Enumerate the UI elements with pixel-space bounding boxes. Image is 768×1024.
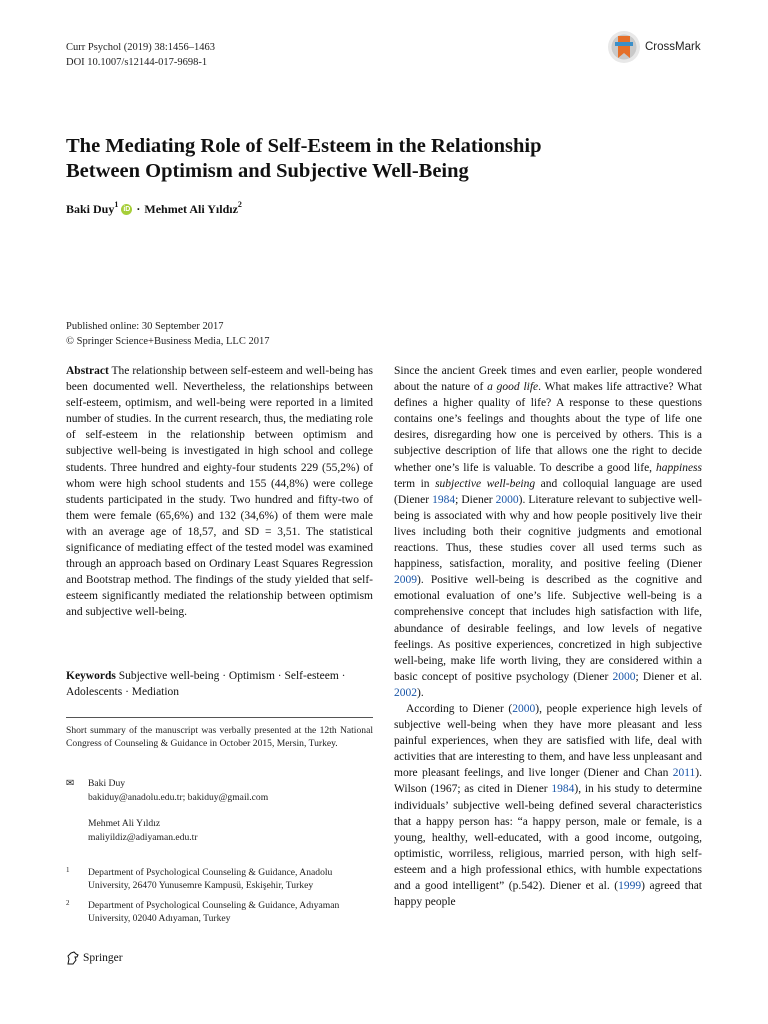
citation-link[interactable]: 2000: [612, 670, 636, 683]
contact-2-email[interactable]: maliyildiz@adiyaman.edu.tr: [88, 831, 198, 843]
text-run: term in: [394, 477, 436, 490]
publisher-logo: [66, 951, 123, 965]
affiliation-text: Department of Psychological Counseling & Guidance, Adıyaman University, 02040 Adıyaman, Turkey: [88, 900, 340, 924]
published-date: Published online: 30 September 2017: [66, 321, 224, 332]
citation-link[interactable]: 2000: [512, 702, 536, 715]
abstract-label: Abstract: [66, 365, 109, 377]
text-run: ), in his study to determine individuals’ subjective well-being defined several characteristics that a happy person has: “a happy person, male or female, is a young, healthy, well-educated, with a good income, outgoing, optimistic, worriless, religious, married person, with high self-esteem and a high professional ethics, with humble expectations and a good intelligent” (p.542). Diener et al. (: [394, 783, 702, 892]
crossmark-badge[interactable]: [607, 30, 701, 64]
contact-1: [66, 777, 373, 804]
affiliation-number: 2: [66, 899, 70, 907]
affiliation-2: [66, 899, 373, 925]
contact-1-email[interactable]: bakiduy@anadolu.edu.tr; bakiduy@gmail.com: [88, 791, 269, 803]
text-run: ). Positive well-being is described as the cognitive and emotional evaluation of one’s life. Subjective well-being is a comprehensive concept that includes high satisfaction with life, abundance of desirable feelings, and low levels of negative feelings. As positive experiences, concretized in high subjective well-being, make life worth living, they are considered within a basic concept of positive psychology (Diener: [394, 574, 702, 683]
emphasis: happiness: [656, 461, 702, 474]
citation-link[interactable]: 2009: [394, 574, 417, 587]
body-text: [394, 363, 702, 910]
author-list: [66, 202, 242, 217]
crossmark-icon: [607, 30, 641, 64]
emphasis: subjective well-being: [435, 477, 536, 490]
text-run: ) agreed that happy people: [394, 880, 702, 909]
author-1-affiliation-mark: 1: [114, 200, 119, 209]
citation-link[interactable]: 1984: [551, 783, 575, 796]
title-line-2: Between Optimism and Subjective Well-Being: [66, 160, 469, 182]
text-run: Since the ancient Greek times and even earlier, people wondered about the nature of: [394, 365, 702, 394]
footnote-divider: [66, 717, 373, 718]
author-2-name[interactable]: Mehmet Ali Yıldız: [144, 202, 238, 216]
footnote: Short summary of the manuscript was verbally presented at the 12th National Congress of Counseling & Guidance in October 2015, Mersin, Turkey.: [66, 725, 373, 749]
doi[interactable]: DOI 10.1007/s12144-017-9698-1: [66, 57, 208, 68]
abstract-text: The relationship between self-esteem and well-being has been documented well. Nevertheless, the relationships between self-esteem, optimism, and well-being were reported in a limited number of studies. In the current research, thus, the mediating role of self-esteem in the relationship between optimism and subjective well-being is investigated in high school and college students. Three hundred and eighty-four students 229 (55,2%) of whom were high school students and 155 (44,8%) were college students participated in the study. Two hundred and fifty-two of them were female (65,6%) and 132 (34,6%) of them were male with an average age of 18,57, and SD = 3,51. The statistical significance of mediating effect of the tested model was examined through an approach based on Ordinary Least Squares Regression and Bootstrap method. The findings of the study yielded that self-esteem significantly mediated the relationship between optimism and subjective well-being.: [66, 365, 373, 619]
corresponding-contacts: [66, 777, 373, 844]
text-run: ), people experience high levels of subjective well-being when they have more pleasant and less painful experiences, when they are satisfied with life, deal with activities that are interesting to them, and have less unpleasant and more pleasant feelings, and live longer (Diener and Chan: [394, 702, 702, 780]
contact-1-name: Baki Duy: [88, 778, 126, 789]
citation-link[interactable]: 1984: [432, 493, 456, 506]
text-run: and colloquial language are used (Diener: [394, 477, 702, 506]
emphasis: a good life: [487, 381, 539, 394]
citation-link[interactable]: 2000: [495, 493, 519, 506]
title-line-1: The Mediating Role of Self-Esteem in the Relationship: [66, 135, 542, 157]
envelope-icon: ✉: [66, 778, 75, 789]
publication-info: [66, 319, 269, 349]
citation-link[interactable]: 2002: [394, 686, 417, 699]
contact-2-name: Mehmet Ali Yıldız: [88, 818, 161, 829]
keywords: [66, 668, 373, 700]
affiliation-text: Department of Psychological Counseling & Guidance, Anadolu University, 26470 Yunusemre Kampusü, Eskişehir, Turkey: [88, 867, 333, 891]
text-run: ). Literature relevant to subjective well-being is associated with why and how people positively live their lives including both their cognitive judgments and emotional reactions. Thus, these studies cover all used terms such as happiness, satisfaction, morality, and positive feeling (Diener: [394, 493, 702, 571]
keywords-text: Subjective well-being · Optimism · Self-esteem · Adolescents · Mediation: [66, 670, 346, 699]
copyright-line: © Springer Science+Business Media, LLC 2017: [66, 336, 270, 347]
text-run: ).: [417, 686, 424, 699]
paragraph-1: [394, 363, 702, 701]
orcid-icon[interactable]: iD: [123, 206, 131, 213]
citation-link[interactable]: 1999: [618, 880, 642, 892]
affiliation-1: [66, 866, 373, 892]
author-1-name[interactable]: Baki Duy: [66, 202, 115, 216]
journal-citation: Curr Psychol (2019) 38:1456–1463: [66, 42, 216, 53]
crossmark-label: CrossMark: [645, 41, 701, 53]
keywords-label: Keywords: [66, 670, 116, 682]
journal-header: [66, 40, 215, 70]
affiliation-number: 1: [66, 866, 70, 874]
text-run: ; Diener et al.: [635, 670, 702, 683]
publisher-name: Springer: [83, 952, 123, 964]
author-2-affiliation-mark: 2: [237, 200, 242, 209]
text-run: According to Diener (: [406, 702, 513, 715]
springer-horse-icon: [66, 951, 80, 965]
text-run: . What makes life attractive? What defines a higher quality of life? A response to these questions contains one’s feelings and thoughts about the type of life one desires, disregarding how one is perceived by others. This is a subjective description of life that allows one the right to decide whether one’s life is valuable. To describe a good life,: [394, 381, 702, 474]
paragraph-2: [394, 701, 702, 910]
contact-2: [66, 817, 373, 844]
text-run: ). Wilson (1967; as cited in Diener: [394, 767, 702, 796]
citation-link[interactable]: 2011: [672, 767, 696, 780]
text-run: ; Diener: [455, 493, 496, 506]
author-separator: ·: [136, 202, 141, 216]
article-title: [66, 134, 706, 184]
abstract: [66, 363, 373, 621]
